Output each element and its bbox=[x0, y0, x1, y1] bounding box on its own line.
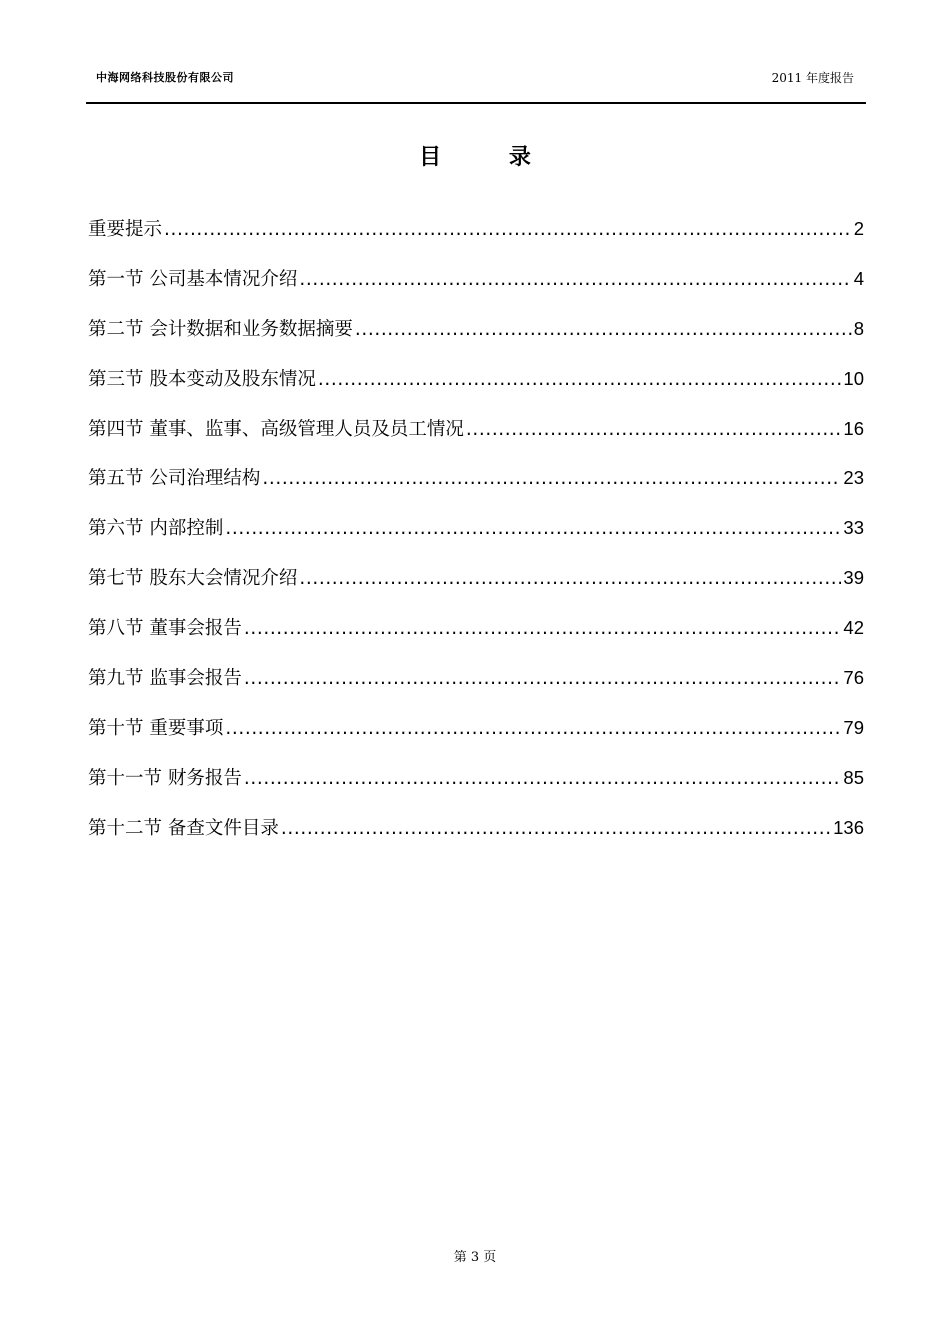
toc-leader-dots bbox=[299, 562, 841, 596]
toc-item-page: 85 bbox=[843, 766, 864, 788]
toc-item-page: 4 bbox=[853, 267, 864, 289]
toc-item-label: 第六节 内部控制 bbox=[88, 518, 224, 540]
toc-leader-dots bbox=[299, 263, 851, 297]
toc-item-label: 第十二节 备查文件目录 bbox=[88, 817, 279, 839]
toc-item-section-12[interactable] bbox=[88, 811, 864, 861]
toc-item-label: 第二节 会计数据和业务数据摘要 bbox=[88, 318, 353, 340]
toc-item-page: 76 bbox=[843, 667, 864, 689]
toc-leader-dots bbox=[164, 213, 852, 247]
toc-item-section-9[interactable] bbox=[88, 661, 864, 711]
toc-item-section-4[interactable] bbox=[88, 412, 864, 462]
header-report-name: 2011 年度报告 bbox=[771, 71, 854, 85]
toc-item-page: 23 bbox=[843, 467, 864, 489]
toc-item-page: 16 bbox=[843, 417, 864, 439]
toc-item-label: 第九节 监事会报告 bbox=[88, 668, 242, 690]
toc-item-section-3[interactable] bbox=[88, 362, 864, 412]
toc-item-page: 33 bbox=[843, 517, 864, 539]
toc-item-page: 39 bbox=[843, 567, 864, 589]
header-company-name: 中海网络科技股份有限公司 bbox=[96, 71, 234, 84]
toc-item-section-11[interactable] bbox=[88, 761, 864, 811]
toc-leader-dots bbox=[262, 462, 841, 496]
toc-leader-dots bbox=[355, 313, 852, 347]
toc-item-section-1[interactable] bbox=[88, 262, 864, 312]
toc-item-section-6[interactable] bbox=[88, 511, 864, 561]
toc-item-page: 136 bbox=[833, 816, 864, 838]
toc-item-label: 第四节 董事、监事、高级管理人员及员工情况 bbox=[88, 418, 464, 440]
toc-item-page: 8 bbox=[853, 317, 864, 339]
toc-leader-dots bbox=[225, 712, 841, 746]
toc-item-label: 第五节 公司治理结构 bbox=[88, 468, 261, 490]
toc-leader-dots bbox=[244, 762, 842, 796]
toc-item-section-7[interactable] bbox=[88, 561, 864, 611]
toc-leader-dots bbox=[225, 512, 841, 546]
toc-leader-dots bbox=[318, 363, 842, 397]
toc-item-important-notice[interactable] bbox=[88, 212, 864, 262]
toc-item-label: 第八节 董事会报告 bbox=[88, 618, 242, 640]
toc-item-section-10[interactable] bbox=[88, 711, 864, 761]
toc-list bbox=[88, 212, 864, 861]
toc-title: 目 录 bbox=[419, 145, 561, 170]
toc-item-section-5[interactable] bbox=[88, 461, 864, 511]
page-number-footer: 第 3 页 bbox=[453, 1250, 497, 1265]
toc-item-section-2[interactable] bbox=[88, 312, 864, 362]
toc-item-label: 第七节 股东大会情况介绍 bbox=[88, 568, 298, 590]
toc-item-page: 42 bbox=[843, 617, 864, 639]
toc-item-label: 第十节 重要事项 bbox=[88, 717, 224, 739]
toc-item-page: 2 bbox=[853, 218, 864, 239]
toc-leader-dots bbox=[466, 413, 842, 447]
toc-item-page: 10 bbox=[843, 367, 864, 389]
toc-leader-dots bbox=[244, 612, 842, 646]
toc-leader-dots bbox=[281, 812, 831, 846]
toc-item-label: 第十一节 财务报告 bbox=[88, 767, 242, 789]
toc-leader-dots bbox=[244, 662, 842, 696]
toc-item-label: 重要提示 bbox=[88, 219, 163, 240]
toc-item-section-8[interactable] bbox=[88, 611, 864, 661]
toc-item-label: 第一节 公司基本情况介绍 bbox=[88, 268, 298, 290]
toc-item-page: 79 bbox=[843, 716, 864, 738]
toc-item-label: 第三节 股本变动及股东情况 bbox=[88, 368, 316, 390]
page-header bbox=[86, 66, 866, 104]
